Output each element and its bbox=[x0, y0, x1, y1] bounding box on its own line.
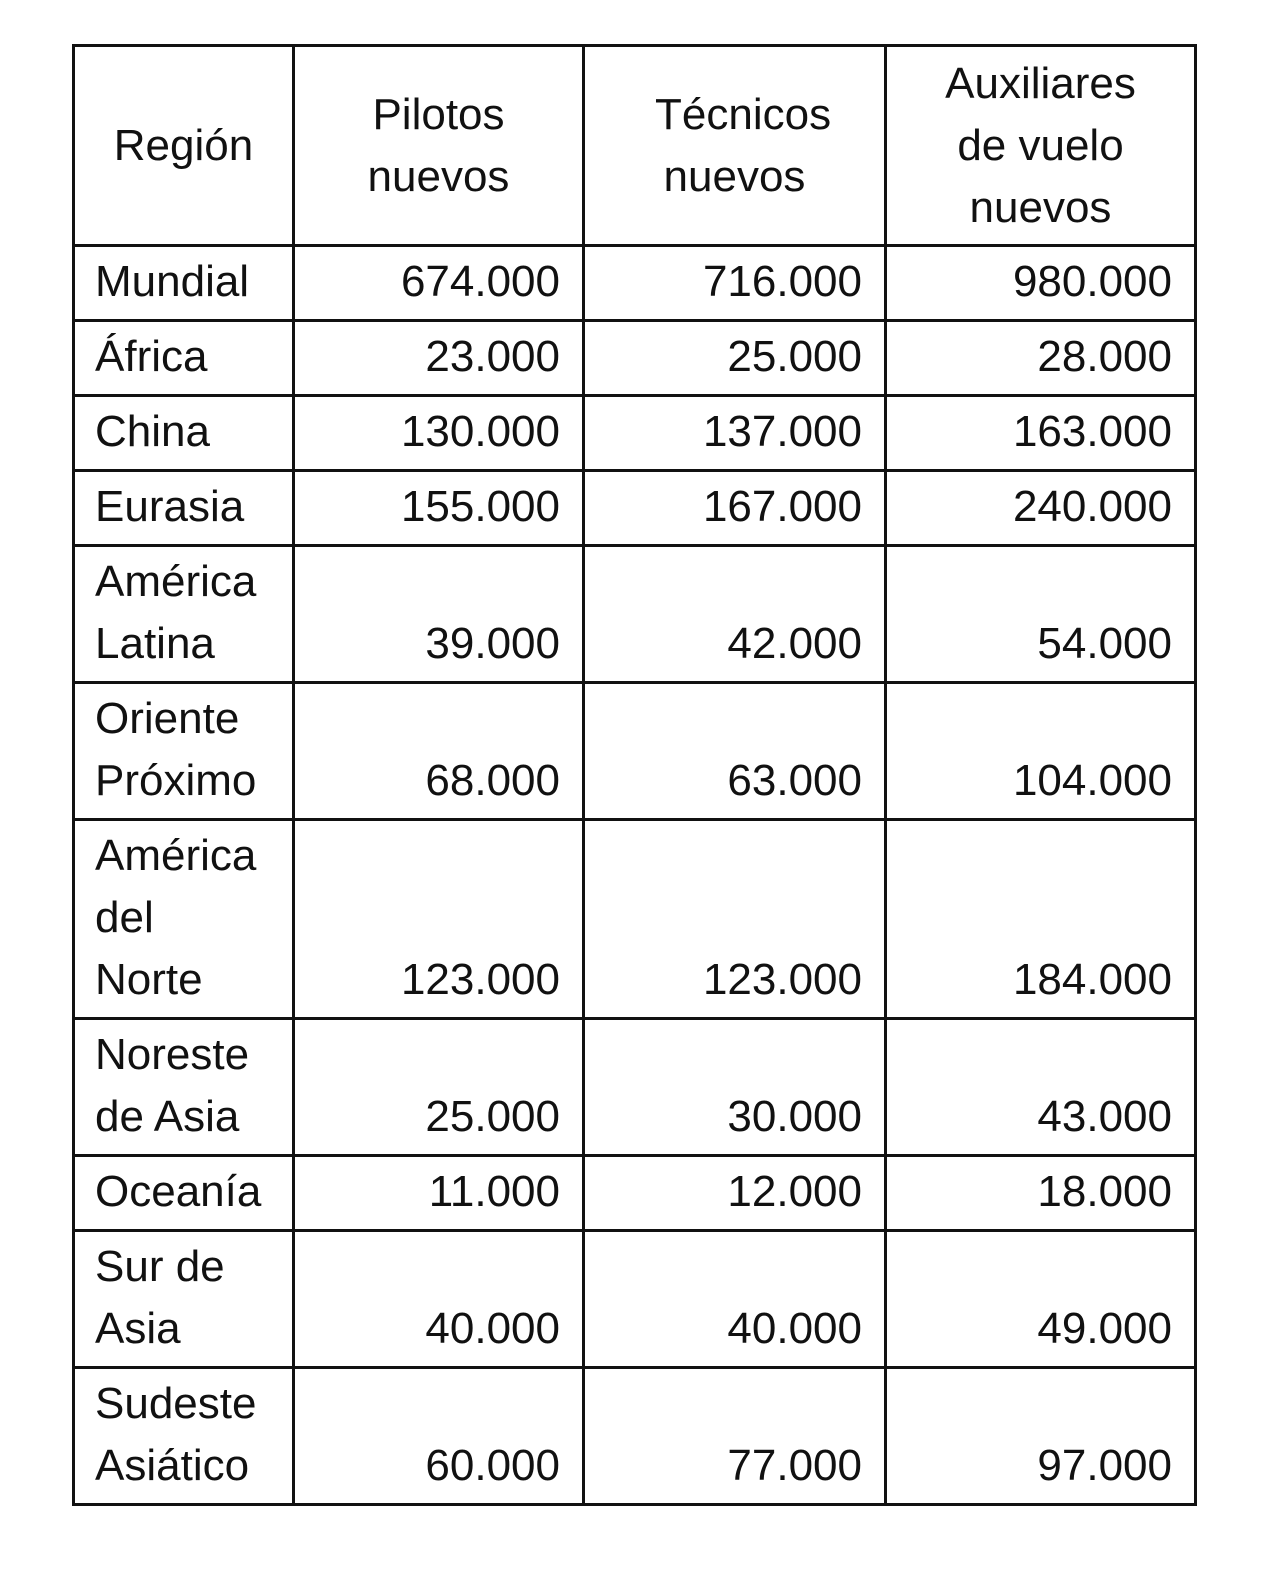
auxiliares-cell: 980.000 bbox=[886, 246, 1196, 321]
table-row bbox=[74, 321, 1196, 396]
header-region: Región bbox=[74, 46, 294, 246]
region-cell: Noreste de Asia bbox=[74, 1019, 294, 1156]
region-cell: Oceanía bbox=[74, 1156, 294, 1231]
table-row bbox=[74, 1368, 1196, 1505]
tecnicos-cell: 40.000 bbox=[584, 1231, 886, 1368]
table-row bbox=[74, 396, 1196, 471]
region-cell: Eurasia bbox=[74, 471, 294, 546]
auxiliares-cell: 184.000 bbox=[886, 820, 1196, 1019]
pilotos-cell: 11.000 bbox=[294, 1156, 584, 1231]
pilotos-cell: 155.000 bbox=[294, 471, 584, 546]
tecnicos-cell: 25.000 bbox=[584, 321, 886, 396]
tecnicos-cell: 167.000 bbox=[584, 471, 886, 546]
table-row bbox=[74, 1156, 1196, 1231]
region-cell: Sur de Asia bbox=[74, 1231, 294, 1368]
table-row bbox=[74, 246, 1196, 321]
pilotos-cell: 60.000 bbox=[294, 1368, 584, 1505]
tecnicos-cell: 123.000 bbox=[584, 820, 886, 1019]
auxiliares-cell: 54.000 bbox=[886, 546, 1196, 683]
region-cell: China bbox=[74, 396, 294, 471]
table-row bbox=[74, 1019, 1196, 1156]
region-cell: Sudeste Asiático bbox=[74, 1368, 294, 1505]
header-row bbox=[74, 46, 1196, 246]
table-row bbox=[74, 1231, 1196, 1368]
region-cell: América del Norte bbox=[74, 820, 294, 1019]
table-row bbox=[74, 820, 1196, 1019]
tecnicos-cell: 716.000 bbox=[584, 246, 886, 321]
header-auxiliares: Auxiliares de vuelo nuevos bbox=[886, 46, 1196, 246]
header-pilotos: Pilotos nuevos bbox=[294, 46, 584, 246]
tecnicos-cell: 30.000 bbox=[584, 1019, 886, 1156]
header-tecnicos: Técnicos nuevos bbox=[584, 46, 886, 246]
pilotos-cell: 68.000 bbox=[294, 683, 584, 820]
tecnicos-cell: 63.000 bbox=[584, 683, 886, 820]
region-cell: Mundial bbox=[74, 246, 294, 321]
pilotos-cell: 40.000 bbox=[294, 1231, 584, 1368]
tecnicos-cell: 42.000 bbox=[584, 546, 886, 683]
region-staff-table bbox=[72, 44, 1197, 1506]
region-cell: Oriente Próximo bbox=[74, 683, 294, 820]
auxiliares-cell: 104.000 bbox=[886, 683, 1196, 820]
table-row bbox=[74, 683, 1196, 820]
table-row bbox=[74, 546, 1196, 683]
auxiliares-cell: 97.000 bbox=[886, 1368, 1196, 1505]
table-row bbox=[74, 471, 1196, 546]
auxiliares-cell: 18.000 bbox=[886, 1156, 1196, 1231]
auxiliares-cell: 163.000 bbox=[886, 396, 1196, 471]
tecnicos-cell: 12.000 bbox=[584, 1156, 886, 1231]
auxiliares-cell: 240.000 bbox=[886, 471, 1196, 546]
pilotos-cell: 25.000 bbox=[294, 1019, 584, 1156]
region-cell: África bbox=[74, 321, 294, 396]
auxiliares-cell: 28.000 bbox=[886, 321, 1196, 396]
pilotos-cell: 39.000 bbox=[294, 546, 584, 683]
auxiliares-cell: 43.000 bbox=[886, 1019, 1196, 1156]
pilotos-cell: 674.000 bbox=[294, 246, 584, 321]
pilotos-cell: 123.000 bbox=[294, 820, 584, 1019]
pilotos-cell: 130.000 bbox=[294, 396, 584, 471]
tecnicos-cell: 77.000 bbox=[584, 1368, 886, 1505]
tecnicos-cell: 137.000 bbox=[584, 396, 886, 471]
auxiliares-cell: 49.000 bbox=[886, 1231, 1196, 1368]
pilotos-cell: 23.000 bbox=[294, 321, 584, 396]
table-body bbox=[74, 246, 1196, 1505]
region-cell: América Latina bbox=[74, 546, 294, 683]
